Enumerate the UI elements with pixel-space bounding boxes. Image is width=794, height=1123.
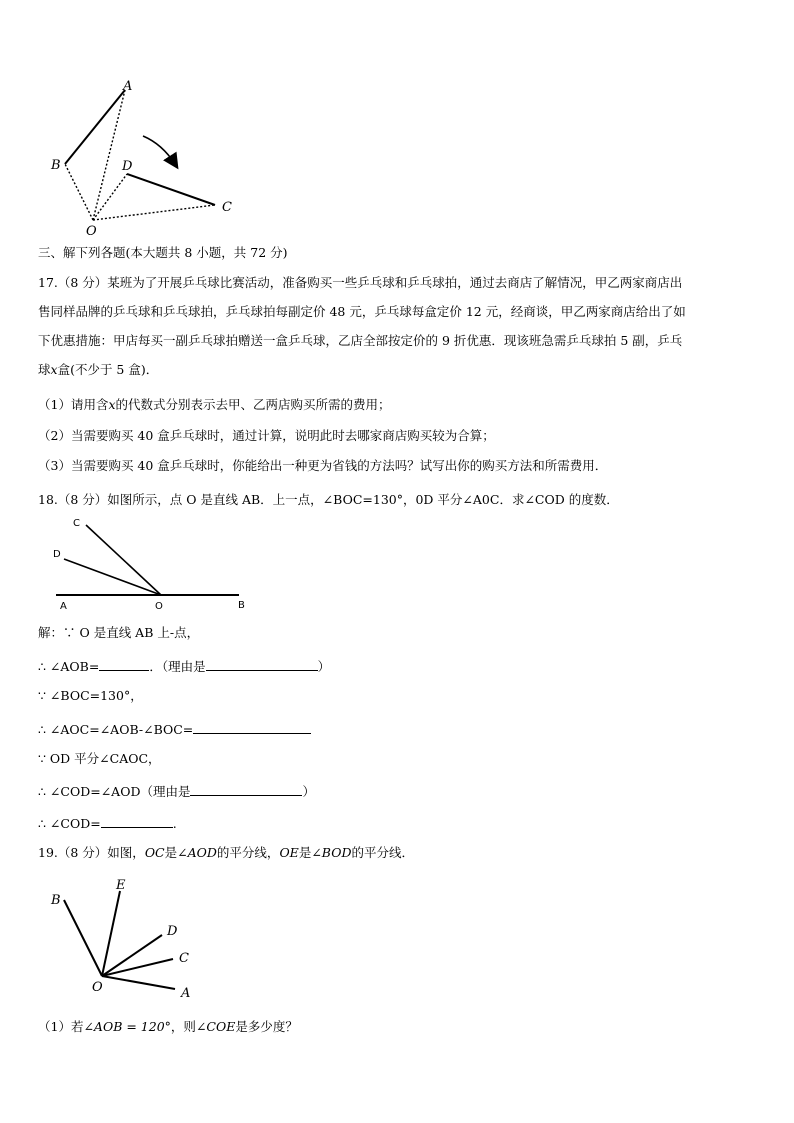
q19-stem-e: 的平分线． (351, 845, 415, 860)
label-c: C (179, 951, 189, 966)
label-o: O (92, 980, 103, 995)
q19-part-1 (38, 1019, 298, 1035)
ray-od (102, 935, 162, 976)
q18-sol2-text-a: ∴ ∠AOB= (38, 659, 100, 674)
label-d: D (167, 924, 178, 939)
q18-sol2-text-c: ） (317, 659, 331, 674)
q18-sol6-text-b: ） (302, 784, 315, 799)
q17-line4-text-a: 球 (38, 362, 51, 377)
section-heading: 三、解下列各题(本大题共 8 小题，共 72 分) (38, 245, 288, 260)
q18-solution-line-3: ∵ ∠BOC=130°， (38, 688, 143, 703)
label-b: B (51, 893, 61, 908)
q19-p1-text-c: 是多少度？ (235, 1019, 298, 1034)
q18-solution-line-4 (38, 720, 311, 738)
q19-oe: OE (279, 845, 299, 860)
q18-sol4-text-a: ∴ ∠AOC=∠AOB-∠BOC= (38, 722, 194, 737)
rotation-figure (40, 72, 250, 242)
q17-part-2: （2）当需要购买 40 盒乒乓球时，通过计算，说明此时去哪家商店购买较为合算； (38, 428, 495, 443)
q18-solution-line-1: 解：∵ O 是直线 AB 上-点， (38, 625, 200, 640)
q19-angle-bod: ∠BOD (311, 845, 352, 860)
ray-od (64, 559, 161, 595)
label-b: B (51, 158, 61, 173)
answer-blank-cod[interactable] (101, 814, 173, 828)
q19-angle-figure (40, 872, 210, 1007)
q18-sol7-text-b: . (172, 816, 177, 831)
label-a: A (60, 601, 67, 612)
label-a: A (181, 986, 191, 1001)
rotation-arrow-icon (143, 136, 175, 164)
label-d: D (53, 549, 61, 560)
q18-sol6-text-a: ∴ ∠COD=∠AOD（理由是 (38, 784, 191, 799)
q19-angle-aod: ∠AOD (177, 845, 217, 860)
q17-line-4 (38, 362, 158, 378)
answer-blank-reason-1[interactable] (206, 657, 318, 671)
q17-p1-text-a: （1）请用含 (38, 397, 109, 412)
answer-blank-aoc[interactable] (193, 720, 311, 734)
q19-oc: OC (144, 845, 165, 860)
ray-oc (102, 959, 173, 976)
q19-stem-d: 是 (298, 845, 312, 860)
label-o: O (86, 224, 97, 239)
label-e: E (116, 878, 126, 893)
q17-line-2: 售同样品牌的乒乓球和乒乓球拍，乒乓球拍每副定价 48 元，乒乓球每盒定价 12 元，经商谈，甲乙两家商店给出了如 (38, 304, 686, 319)
q19-p1-condition: ∠AOB = 120° (83, 1019, 171, 1034)
label-c: C (222, 200, 232, 215)
q19-stem-b: 是 (164, 845, 178, 860)
q17-p1-variable-x: x (108, 397, 116, 412)
q19-p1-text-a: （1）若 (38, 1019, 84, 1034)
q18-sol2-text-b: ．（理由是 (149, 659, 206, 674)
q19-stem (38, 845, 414, 861)
q18-solution-line-2 (38, 657, 330, 675)
q19-stem-a: 19.（8 分）如图， (38, 845, 145, 860)
label-c: C (73, 518, 80, 529)
q18-angle-figure (46, 512, 266, 612)
q18-solution-line-6 (38, 782, 315, 800)
dotted-ob (65, 164, 93, 220)
answer-blank-aob[interactable] (99, 657, 149, 671)
q17-line4-text-b: 盒(不少于 5 盒)． (57, 362, 159, 377)
ray-oc (86, 525, 161, 595)
segment-dc (127, 174, 215, 205)
dotted-od (93, 174, 127, 220)
q17-line-3: 下优惠措施：甲店每买一副乒乓球拍赠送一盒乒乓球，乙店全部按定价的 9 折优惠．现该班急需乒乓球拍 5 副，乒乓 (38, 333, 683, 348)
label-b: B (238, 600, 245, 611)
dotted-oc (93, 205, 215, 220)
q19-stem-c: 的平分线， (216, 845, 280, 860)
label-a: A (123, 79, 133, 94)
q19-p1-angle-coe: ∠COE (195, 1019, 236, 1034)
q19-p1-text-b: ，则 (170, 1019, 196, 1034)
ray-oa (102, 976, 175, 989)
q18-solution-line-7 (38, 814, 177, 832)
answer-blank-reason-2[interactable] (190, 782, 302, 796)
q17-line-1: 17.（8 分）某班为了开展乒乓球比赛活动，准备购买一些乒乓球和乒乓球拍，通过去商店了解情况，甲乙两家商店出 (38, 275, 683, 290)
q17-part-1 (38, 397, 391, 413)
q17-variable-x: x (50, 362, 58, 377)
ray-oe (102, 891, 120, 976)
q17-p1-text-b: 的代数式分别表示去甲、乙两店购买所需的费用； (115, 397, 391, 412)
label-d: D (122, 159, 133, 174)
segment-ba (65, 90, 125, 164)
q18-stem: 18.（8 分）如图所示，点 O 是直线 AB．上一点，∠BOC=130°，0D 平分∠A0C．求∠COD 的度数． (38, 492, 619, 507)
label-o: O (155, 601, 163, 612)
q18-sol7-text-a: ∴ ∠COD= (38, 816, 101, 831)
q17-part-3: （3）当需要购买 40 盒乒乓球时，你能给出一种更为省钱的方法吗？试写出你的购买方法和所需费用． (38, 458, 608, 473)
q18-solution-line-5: ∵ OD 平分∠CAOC， (38, 751, 161, 766)
ray-ob (64, 900, 102, 976)
